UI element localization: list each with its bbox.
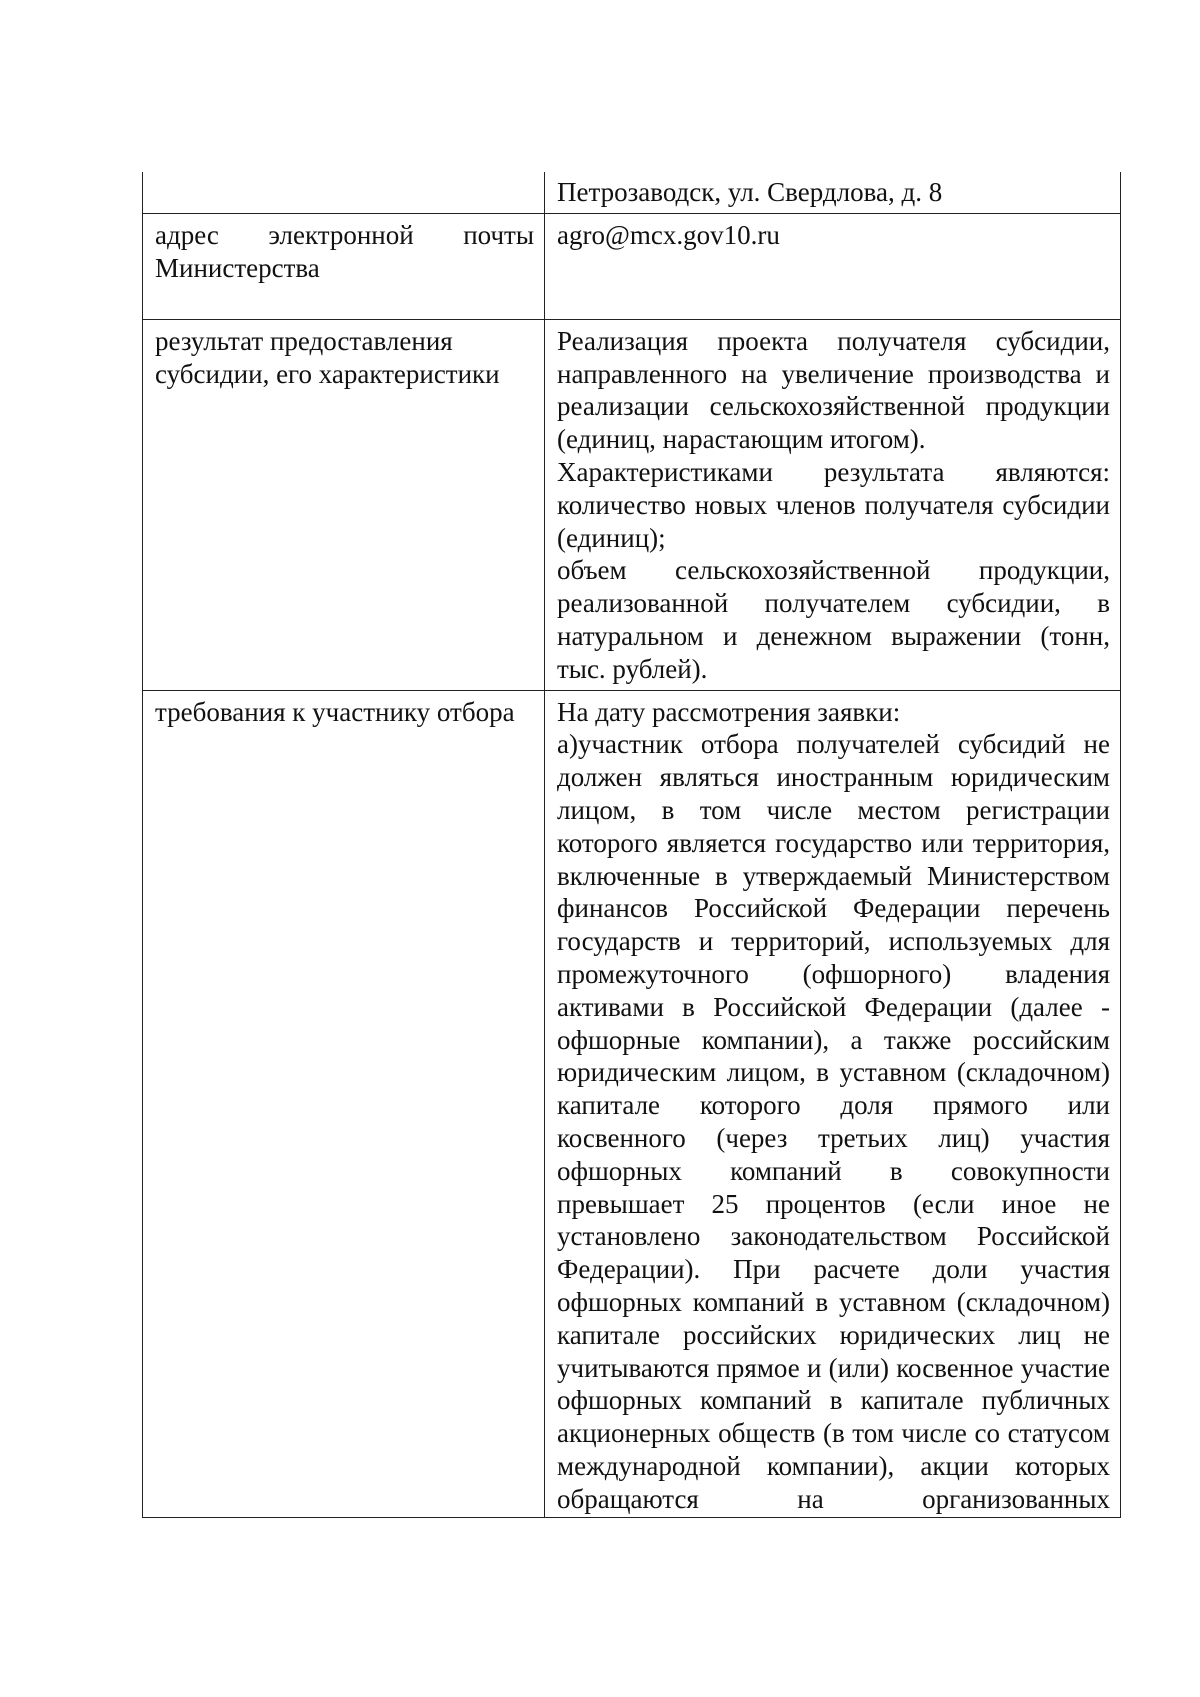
label-cell: адрес электронной почты Министерства <box>143 213 545 319</box>
result-paragraph: объем сельскохозяйственной продукции, реализованной получателем субсидии, в натуральном и денежном выражении (тонн, тыс. рублей). <box>557 555 1110 684</box>
value-cell <box>545 172 1121 213</box>
result-paragraph: Реализация проекта получателя субсидии, направленного на увеличение производства и реализации сельскохозяйственной продукции (единиц, нарастающим итогом). <box>557 325 1110 455</box>
label-cell: требования к участнику отбора <box>143 690 545 1518</box>
document-table <box>142 172 1121 1518</box>
value-cell <box>545 319 1121 690</box>
email-text: agro@mcx.gov10.ru <box>557 219 780 250</box>
table-row-result <box>143 319 1121 690</box>
requirements-paragraph: На дату рассмотрения заявки: <box>557 696 901 727</box>
label-cell: результат предоставления субсидии, его характеристики <box>143 319 545 690</box>
table-row-email <box>143 213 1121 319</box>
label-cell <box>143 172 545 213</box>
table-row-address <box>143 172 1121 213</box>
address-text: Петрозаводск, ул. Свердлова, д. 8 <box>557 177 943 207</box>
value-cell <box>545 213 1121 319</box>
table-row-requirements <box>143 690 1121 1518</box>
value-cell <box>545 690 1121 1518</box>
requirements-paragraph: а)участник отбора получателей субсидий не должен являться иностранным юридическим лицом, в том числе местом регистрации которого является государство или территория, включенные в утверждаемый Министерством финансов Российской Федерации перечень государств и территорий, используемых для промежуточного (офшорного) владения активами в Российской Федерации (далее - офшорные компании), а также российским юридическим лицом, в уставном (складочном) капитале которого доля прямого или косвенного (через третьих лиц) участия офшорных компаний в совокупности превышает 25 процентов (если иное не установлено законодательством Российской Федерации). При расчете доли участия офшорных компаний в уставном (складочном) капитале российских юридических лиц не учитываются прямое и (или) косвенное участие офшорных компаний в капитале публичных акционерных обществ (в том числе со статусом международной компании), акции которых обращаются на организованных <box>557 729 1110 1514</box>
result-paragraph: Характеристиками результата являются: количество новых членов получателя субсидии (единиц); <box>557 456 1110 553</box>
